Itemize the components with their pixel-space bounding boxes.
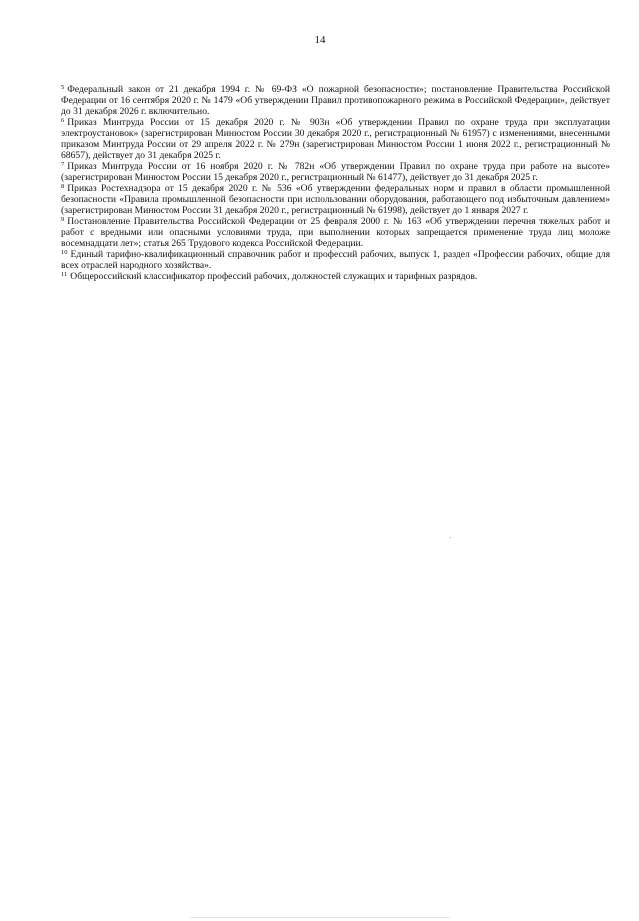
footnote-6 bbox=[61, 117, 610, 161]
footnote-9 bbox=[61, 216, 610, 249]
footnotes-section bbox=[61, 84, 610, 282]
footnote-10 bbox=[61, 249, 610, 271]
footnote-marker: 6 bbox=[61, 117, 65, 124]
scan-edge-line bbox=[190, 917, 450, 918]
footnote-marker: 8 bbox=[61, 183, 65, 190]
footnote-text: Единый тарифно-квалификационный справочник работ и профессий рабочих, выпуск 1, раздел «Профессии рабочих, общие для всех отраслей народного хозяйства». bbox=[61, 249, 610, 271]
footnote-8 bbox=[61, 183, 610, 216]
footnote-7 bbox=[61, 161, 610, 183]
footnote-marker: 9 bbox=[61, 216, 65, 223]
footnote-text: Постановление Правительства Российской Федерации от 25 февраля 2000 г. № 163 «Об утверждении перечня тяжелых работ и работ с вредными или опасными условиями труда, при выполнении которых запрещается применение труда лиц моложе восемнадцати лет»; статья 265 Трудового кодекса Российской Федерации. bbox=[61, 216, 610, 249]
footnote-marker: 11 bbox=[61, 271, 68, 278]
scan-speck bbox=[450, 537, 451, 538]
page-number: 14 bbox=[314, 34, 326, 46]
footnote-marker: 5 bbox=[61, 84, 65, 91]
footnote-text: Приказ Минтруда России от 15 декабря 2020 г. № 903н «Об утверждении Правил по охране труда при эксплуатации электроустановок» (зарегистрирован Минюстом России 30 декабря 2020 г., регистрационный № 61957) с изменениями, внесенными приказом Минтруда России от 29 апреля 2022 г. № 279н (зарегистрирован Минюстом России 1 июня 2022 г., регистрационный № 68657), действует до 31 декабря 2025 г. bbox=[61, 117, 610, 161]
footnote-5 bbox=[61, 84, 610, 117]
footnote-marker: 7 bbox=[61, 161, 65, 168]
footnote-text: Федеральный закон от 21 декабря 1994 г. № 69-ФЗ «О пожарной безопасности»; постановление Правительства Российской Федерации от 16 сентября 2020 г. № 1479 «Об утверждении Правил противопожарного режима в Российской Федерации», действует до 31 декабря 2026 г. включительно. bbox=[61, 84, 610, 117]
footnote-text: Приказ Минтруда России от 16 ноября 2020 г. № 782н «Об утверждении Правил по охране труда при работе на высоте» (зарегистрирован Минюстом России 15 декабря 2020 г., регистрационный № 61477), действует до 31 декабря 2025 г. bbox=[61, 161, 610, 183]
footnote-11 bbox=[61, 271, 610, 282]
footnote-marker: 10 bbox=[61, 249, 68, 256]
footnote-text: Общероссийский классификатор профессий рабочих, должностей служащих и тарифных разрядов. bbox=[70, 271, 478, 282]
footnote-text: Приказ Ростехнадзора от 15 декабря 2020 г. № 536 «Об утверждении федеральных норм и правил в области промышленной безопасности «Правила промышленной безопасности при использовании оборудования, работающего под избыточным давлением» (зарегистрирован Минюстом России 31 декабря 2020 г., регистрационный № 61998), действует до 1 января 2027 г. bbox=[61, 183, 610, 216]
